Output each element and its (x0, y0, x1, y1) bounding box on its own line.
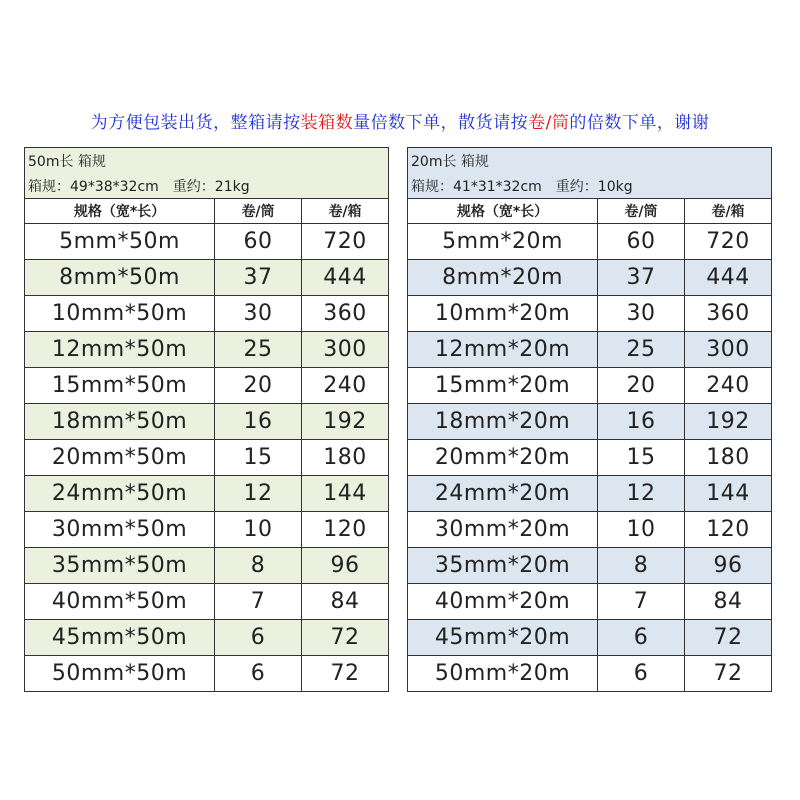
rolls-per-tube-cell: 30 (215, 296, 302, 332)
table-row (25, 512, 389, 548)
table-row (25, 620, 389, 656)
table-row (408, 656, 772, 692)
rolls-per-box-cell: 240 (685, 368, 772, 404)
table-row (408, 548, 772, 584)
table-row (408, 332, 772, 368)
table-row (25, 404, 389, 440)
spec-cell: 30mm*20m (408, 512, 598, 548)
rolls-per-tube-cell: 60 (215, 224, 302, 260)
rolls-per-box-cell: 120 (302, 512, 389, 548)
rolls-per-tube-cell: 25 (215, 332, 302, 368)
table-row (408, 440, 772, 476)
rolls-per-tube-cell: 60 (598, 224, 685, 260)
rolls-per-box-cell: 144 (302, 476, 389, 512)
spec-cell: 5mm*50m (25, 224, 215, 260)
spec-cell: 50mm*20m (408, 656, 598, 692)
notice-part1: 为方便包装出货，整箱请按 (90, 113, 301, 133)
spec-cell: 15mm*50m (25, 368, 215, 404)
table-row (408, 368, 772, 404)
rolls-per-tube-cell: 20 (598, 368, 685, 404)
notice-part5: 的倍数下单，谢谢 (569, 113, 710, 133)
table-row (408, 260, 772, 296)
table-20m (407, 147, 772, 692)
rolls-per-box-cell: 444 (685, 260, 772, 296)
spec-cell: 12mm*20m (408, 332, 598, 368)
rolls-per-box-cell: 72 (685, 656, 772, 692)
spec-cell: 35mm*50m (25, 548, 215, 584)
table-row (25, 296, 389, 332)
spec-cell: 10mm*50m (25, 296, 215, 332)
rolls-per-tube-cell: 6 (215, 656, 302, 692)
rolls-per-box-cell: 300 (685, 332, 772, 368)
col-header-rolls-per-box: 卷/箱 (685, 199, 772, 224)
rolls-per-box-cell: 180 (302, 440, 389, 476)
rolls-per-tube-cell: 15 (215, 440, 302, 476)
rolls-per-tube-cell: 7 (598, 584, 685, 620)
table-row (25, 584, 389, 620)
col-header-rolls-per-tube: 卷/筒 (598, 199, 685, 224)
rolls-per-tube-cell: 37 (215, 260, 302, 296)
rolls-per-box-cell: 72 (685, 620, 772, 656)
table-row (408, 476, 772, 512)
rolls-per-tube-cell: 37 (598, 260, 685, 296)
table-row (25, 476, 389, 512)
spec-cell: 5mm*20m (408, 224, 598, 260)
table-row (25, 656, 389, 692)
table-row (25, 260, 389, 296)
ordering-notice (0, 108, 800, 133)
rolls-per-box-cell: 84 (685, 584, 772, 620)
table-row (408, 620, 772, 656)
table-20m-box-spec: 箱规：41*31*32cm (411, 178, 542, 195)
rolls-per-box-cell: 144 (685, 476, 772, 512)
table-row (408, 404, 772, 440)
spec-cell: 8mm*50m (25, 260, 215, 296)
table-20m-title: 20m长 箱规 (408, 148, 772, 174)
rolls-per-tube-cell: 16 (598, 404, 685, 440)
rolls-per-box-cell: 240 (302, 368, 389, 404)
table-row (408, 224, 772, 260)
rolls-per-tube-cell: 8 (215, 548, 302, 584)
rolls-per-box-cell: 300 (302, 332, 389, 368)
rolls-per-box-cell: 96 (302, 548, 389, 584)
rolls-per-box-cell: 720 (302, 224, 389, 260)
col-header-spec: 规格（宽*长） (408, 199, 598, 224)
spec-cell: 18mm*50m (25, 404, 215, 440)
spec-cell: 24mm*20m (408, 476, 598, 512)
rolls-per-tube-cell: 25 (598, 332, 685, 368)
col-header-rolls-per-box: 卷/箱 (302, 199, 389, 224)
table-50m-box-spec: 箱规：49*38*32cm (28, 178, 159, 195)
rolls-per-tube-cell: 20 (215, 368, 302, 404)
rolls-per-tube-cell: 12 (215, 476, 302, 512)
table-20m-spec (408, 173, 772, 199)
table-50m-weight: 重约：21kg (172, 178, 250, 195)
table-row (25, 440, 389, 476)
table-20m-weight: 重约：10kg (555, 178, 633, 195)
table-row (408, 512, 772, 548)
rolls-per-tube-cell: 6 (598, 620, 685, 656)
table-50m-title: 50m长 箱规 (25, 148, 389, 174)
spec-cell: 35mm*20m (408, 548, 598, 584)
table-row (25, 368, 389, 404)
rolls-per-box-cell: 72 (302, 620, 389, 656)
spec-cell: 30mm*50m (25, 512, 215, 548)
rolls-per-tube-cell: 10 (215, 512, 302, 548)
spec-cell: 12mm*50m (25, 332, 215, 368)
rolls-per-box-cell: 72 (302, 656, 389, 692)
table-row (25, 332, 389, 368)
spec-cell: 20mm*20m (408, 440, 598, 476)
spec-cell: 24mm*50m (25, 476, 215, 512)
rolls-per-box-cell: 84 (302, 584, 389, 620)
notice-highlight-box-qty: 装箱数 (300, 113, 354, 133)
rolls-per-box-cell: 444 (302, 260, 389, 296)
table-row (25, 548, 389, 584)
spec-cell: 45mm*50m (25, 620, 215, 656)
rolls-per-box-cell: 96 (685, 548, 772, 584)
spec-cell: 10mm*20m (408, 296, 598, 332)
rolls-per-box-cell: 120 (685, 512, 772, 548)
rolls-per-tube-cell: 6 (215, 620, 302, 656)
notice-highlight-roll-unit: 卷/筒 (528, 113, 570, 133)
rolls-per-tube-cell: 7 (215, 584, 302, 620)
col-header-spec: 规格（宽*长） (25, 199, 215, 224)
table-row (25, 224, 389, 260)
notice-part3: 量倍数下单，散货请按 (353, 113, 529, 133)
table-50m (24, 147, 389, 692)
rolls-per-tube-cell: 10 (598, 512, 685, 548)
table-row (408, 296, 772, 332)
rolls-per-tube-cell: 15 (598, 440, 685, 476)
spec-cell: 18mm*20m (408, 404, 598, 440)
rolls-per-box-cell: 192 (302, 404, 389, 440)
table-50m-spec (25, 173, 389, 199)
spec-cell: 50mm*50m (25, 656, 215, 692)
rolls-per-box-cell: 180 (685, 440, 772, 476)
spec-cell: 15mm*20m (408, 368, 598, 404)
spec-cell: 40mm*50m (25, 584, 215, 620)
rolls-per-tube-cell: 6 (598, 656, 685, 692)
spec-cell: 40mm*20m (408, 584, 598, 620)
rolls-per-tube-cell: 12 (598, 476, 685, 512)
spec-cell: 45mm*20m (408, 620, 598, 656)
rolls-per-box-cell: 360 (302, 296, 389, 332)
table-row (408, 584, 772, 620)
col-header-rolls-per-tube: 卷/筒 (215, 199, 302, 224)
rolls-per-box-cell: 720 (685, 224, 772, 260)
rolls-per-box-cell: 192 (685, 404, 772, 440)
spec-cell: 8mm*20m (408, 260, 598, 296)
spec-cell: 20mm*50m (25, 440, 215, 476)
rolls-per-tube-cell: 8 (598, 548, 685, 584)
rolls-per-box-cell: 360 (685, 296, 772, 332)
rolls-per-tube-cell: 16 (215, 404, 302, 440)
rolls-per-tube-cell: 30 (598, 296, 685, 332)
